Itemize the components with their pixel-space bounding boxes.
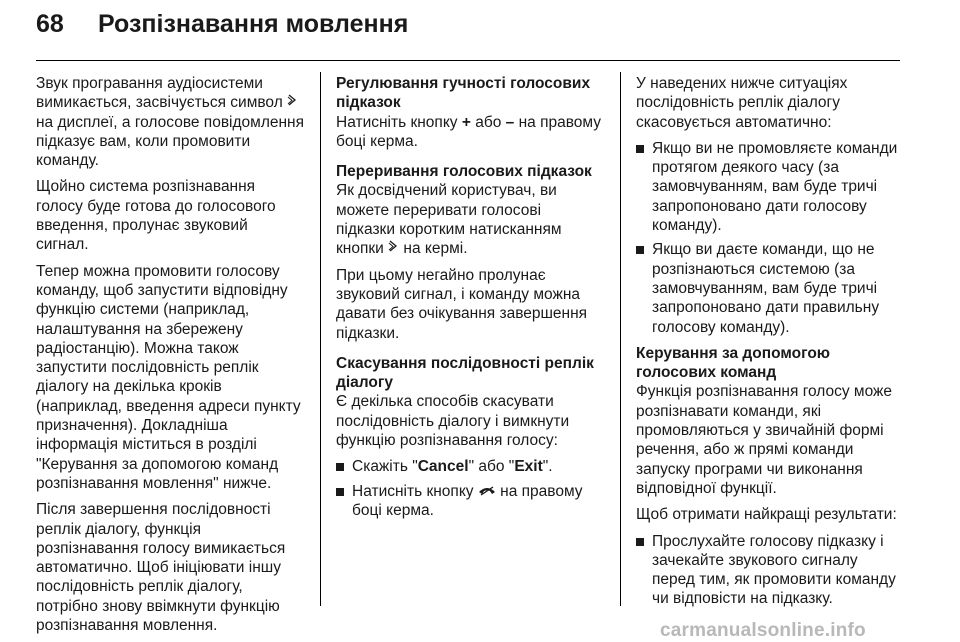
section-cancel — [336, 354, 604, 520]
paragraph-speak-command: Тепер можна промовити голосову команду, щоб запустити відповідну функцію системи (наприклад, налаштування на збережену радіостанцію). Можна також запустити послідовність реплік діалогу на декілька кроків (наприклад, введення адреси пункту призначення). Докладніша інформація міститься в розділі "Керування за допомогою команд розпізнавання мовлення" нижче. — [36, 262, 301, 492]
column-1 — [36, 74, 304, 642]
minus-icon: – — [505, 113, 515, 131]
page-number: 68 — [36, 10, 64, 38]
paragraph-auto-cancel: У наведених нижче ситуаціях послідовність реплік діалогу скасовується автоматично: — [636, 75, 848, 131]
column-2 — [336, 74, 604, 531]
paragraph-cancel-intro: Є декілька способів скасувати послідовність діалогу і вимкнути функцію розпізнавання голосу: — [336, 393, 570, 450]
voice-command-icon — [287, 93, 298, 112]
page-title: Розпізнавання мовлення — [98, 10, 409, 38]
list-item: Прослухайте голосову підказку і зачекайте звукового сигналу перед тим, як промовити команду чи відповісти на підказку. — [636, 532, 904, 609]
header-divider — [36, 60, 900, 61]
column-3 — [636, 74, 904, 616]
list-item: Натисніть кнопку на правому боці керма. — [336, 482, 604, 521]
section-interrupt — [336, 162, 604, 343]
paragraph-audio-mute: Звук програвання аудіосистеми вимикається, засвічується символ на дисплеї, а голосове повідомлення підказує вам, коли промовити команду. — [36, 75, 304, 170]
bullet-icon — [336, 488, 344, 496]
heading-interrupt: Переривання голосових підказок — [336, 163, 592, 181]
column-divider-1 — [320, 72, 321, 606]
bullet-icon — [336, 463, 344, 471]
page-header — [36, 10, 408, 50]
tips-list — [636, 532, 904, 609]
heading-cancel: Скасування послідовності реплік діалогу — [336, 354, 594, 392]
bullet-icon — [636, 145, 644, 153]
voice-command-icon — [388, 239, 399, 258]
bullet-icon — [636, 538, 644, 546]
paragraph-ready-signal: Щойно система розпізнавання голосу буде готова до голосового введення, пролунає звуковий сигнал. — [36, 178, 276, 254]
list-item: Якщо ви не промовляєте команди протягом деякого часу (за замовчуванням, вам буде тричі запропоновано дати голосову команду). — [636, 139, 904, 235]
list-item: Скажіть "Cancel" або "Exit". — [336, 457, 604, 476]
list-item: Якщо ви даєте команди, що не розпізнаються системою (за замовчуванням, вам буде тричі запропоновано дати правильну голосову команду). — [636, 240, 904, 336]
paragraph-volume: Натисніть кнопку + або – на правому боці керма. — [336, 113, 601, 150]
column-divider-2 — [620, 72, 621, 606]
paragraph-interrupt: Як досвідчений користувач, ви можете переривати голосові підказки коротким натисканням кнопки на кермі. — [336, 182, 562, 258]
phone-end-icon — [478, 482, 496, 501]
paragraph-best-results: Щоб отримати найкращі результати: — [636, 506, 897, 524]
heading-volume: Регулювання гучності голосових підказок — [336, 75, 591, 112]
plus-icon: + — [461, 113, 471, 131]
heading-voice-control: Керування за допомогою голосових команд — [636, 344, 831, 382]
bullet-icon — [636, 246, 644, 254]
cancel-list — [336, 457, 604, 520]
watermark: carmanualsonline.info — [660, 620, 866, 641]
paragraph-interrupt-signal: При цьому негайно пролунає звуковий сигнал, і команду можна давати без очікування завершення підказки. — [336, 266, 588, 342]
auto-cancel-list — [636, 139, 904, 337]
paragraph-dialog-end: Після завершення послідовності реплік діалогу, функція розпізнавання голосу вимикається автоматично. Щоб ініціювати іншу послідовність реплік діалогу, потрібно знову ввімкнути функцію розпізнавання мовлення. — [36, 501, 286, 635]
paragraph-voice-control: Функція розпізнавання голосу може розпізнавати команди, які промовляються у звичайній формі речення, або ж прямі команди запуску програми чи виконання відповідної функції. — [636, 383, 893, 497]
section-volume — [336, 74, 604, 151]
